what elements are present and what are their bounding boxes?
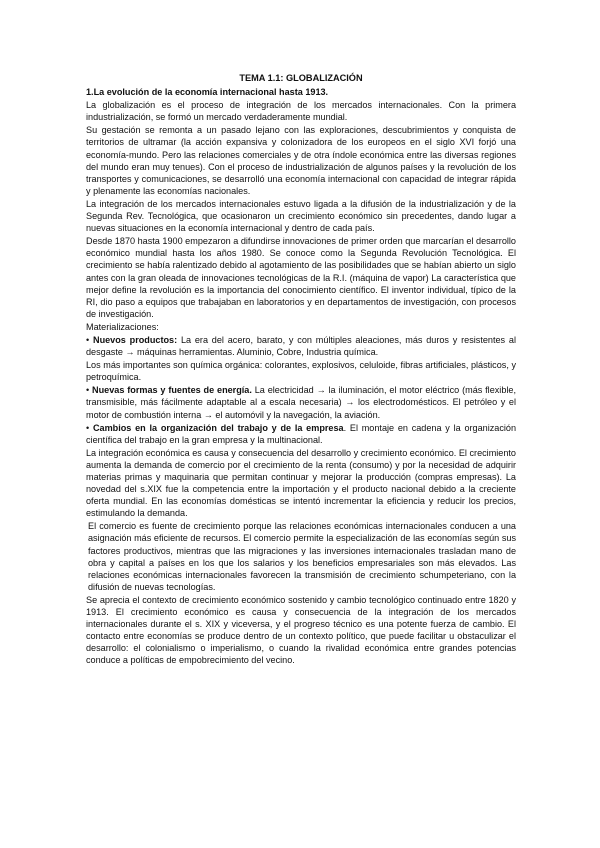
bullet-label: Cambios en la organización del trabajo y de la empresa bbox=[92, 422, 344, 433]
paragraph-quimica: Los más importantes son química orgánica: colorantes, explosivos, celuloide, fibras artificiales, plásticos, y petroquímica. bbox=[86, 360, 516, 383]
bullet-icon: • bbox=[86, 422, 93, 433]
bullet-icon: • bbox=[86, 334, 93, 345]
bullet-label: Nuevas formas y fuentes de energía. bbox=[92, 385, 252, 396]
paragraph-2: Su gestación se remonta a un pasado lejano con las exploraciones, descubrimientos y conquista de territorios de ultramar (la acción expansiva y colonizadora de los europeos en el siglo XVI forjó una economía-mundo. Pero las relaciones comerciales y de otra índole económica entre las diversas regiones del mundo eran muy tenues). Con el proceso de industrialización de algunos países y la revolución de los transportes y comunicaciones, se desarrolló una economía internacional con capacidad de integrar rápida y plenamente las economías nacionales. bbox=[86, 125, 516, 196]
bullet-label: Nuevos productos: bbox=[93, 334, 178, 345]
bullet-nuevos-productos bbox=[86, 334, 516, 358]
bullet-text: . El montaje en cadena y la organización científica del trabajo en la gran empresa y la multinacional. bbox=[86, 422, 517, 445]
bullet-text: La era del acero, barato, y con múltiples aleaciones, más duros y resistentes al desgaste → máquinas herramientas. Aluminio, Cobre, Industria química. bbox=[86, 334, 516, 358]
page-title: TEMA 1.1: GLOBALIZACIÓN bbox=[239, 73, 363, 83]
bullet-text: La electricidad → la iluminación, el motor eléctrico (más flexible, transmisible, más fácilmente adaptable al a escala necesaria) → los electrodomésticos. El petróleo y el motor de combustión interna → el automóvil y la navegación, la aviación. bbox=[86, 385, 516, 420]
paragraph-integracion: La integración económica es causa y consecuencia del desarrollo y crecimiento económico. El crecimiento aumenta la demanda de comercio por el crecimiento de la renta (consumo) y por la necesidad de adquirir materias primas y maquinaria que permitan continuar y mejorar la producción (compras empresas). La novedad del s.XIX fue la competencia entre la importación y el producto nacional debido a la creciente oferta mundial. En las economías domésticas se intentó incrementar la eficiencia y reducir los precios, estimulando la demanda. bbox=[86, 447, 516, 519]
document-body bbox=[86, 72, 516, 668]
paragraph-contexto: Se aprecia el contexto de crecimiento económico sostenido y cambio tecnológico continuado entre 1820 y 1913. El crecimiento económico es causa y consecuencia de la integración de los mercados internacionales durante el s. XIX y viceversa, y el progreso técnico es una potente fuerza de cambio. El contacto entre economías se produce dentro de un contexto político, que puede facilitar u obstaculizar el desarrollo: el colonialismo o imperialismo, o cuando la rivalidad económica entre grandes potencias conduce a políticas de empobrecimiento del vecino. bbox=[86, 594, 516, 666]
paragraph-comercio: El comercio es fuente de crecimiento porque las relaciones económicas internacionales conducen a una asignación más eficiente de recursos. El comercio permite la especialización de las economías según sus factores productivos, mientras que las migraciones y las inversiones internacionales trasladan mano de obra y capital a países en los que los salarios y los beneficios empresariales son más elevados. Las relaciones económicas internacionales favorecen la transmisión de crecimiento schumpeteriano, con la difusión de nuevas tecnologías. bbox=[88, 521, 516, 592]
section-heading: 1.La evolución de la economía internacional hasta 1913. bbox=[86, 87, 329, 98]
bullet-organizacion bbox=[86, 422, 516, 446]
paragraph-1: La globalización es el proceso de integración de los mercados internacionales. Con la primera industrialización, se formó un mercado verdaderamente mundial. bbox=[86, 100, 516, 123]
paragraph-3: La integración de los mercados internacionales estuvo ligada a la difusión de la industrialización y de la Segunda Rev. Tecnológica, que ocasionaron un crecimiento económico sin precedentes, dando lugar a nuevas situaciones en la economía internacional y dentro de cada país. bbox=[86, 198, 516, 234]
paragraph-4: Desde 1870 hasta 1900 empezaron a difundirse innovaciones de primer orden que marcarían el desarrollo económico mundial hasta los años 1980. Se conoce como la Segunda Revolución Tecnológica. El crecimiento se había ralentizado debido al agotamiento de las posibilidades que se habían abierto un siglo antes con la gran oleada de innovaciones tecnológicas de la R.I. (máquina de vapor) La característica que mejor define la revolución es la importancia del conocimiento científico. El inventor individual, típico de la RI, dio paso a equipos que trabajaban en laboratorios y en departamentos de investigación, con procesos de investigación. bbox=[86, 236, 516, 319]
bullet-energia bbox=[86, 384, 516, 420]
bullet-icon: • bbox=[86, 385, 93, 396]
paragraph-materializaciones: Materializaciones: bbox=[86, 321, 159, 332]
